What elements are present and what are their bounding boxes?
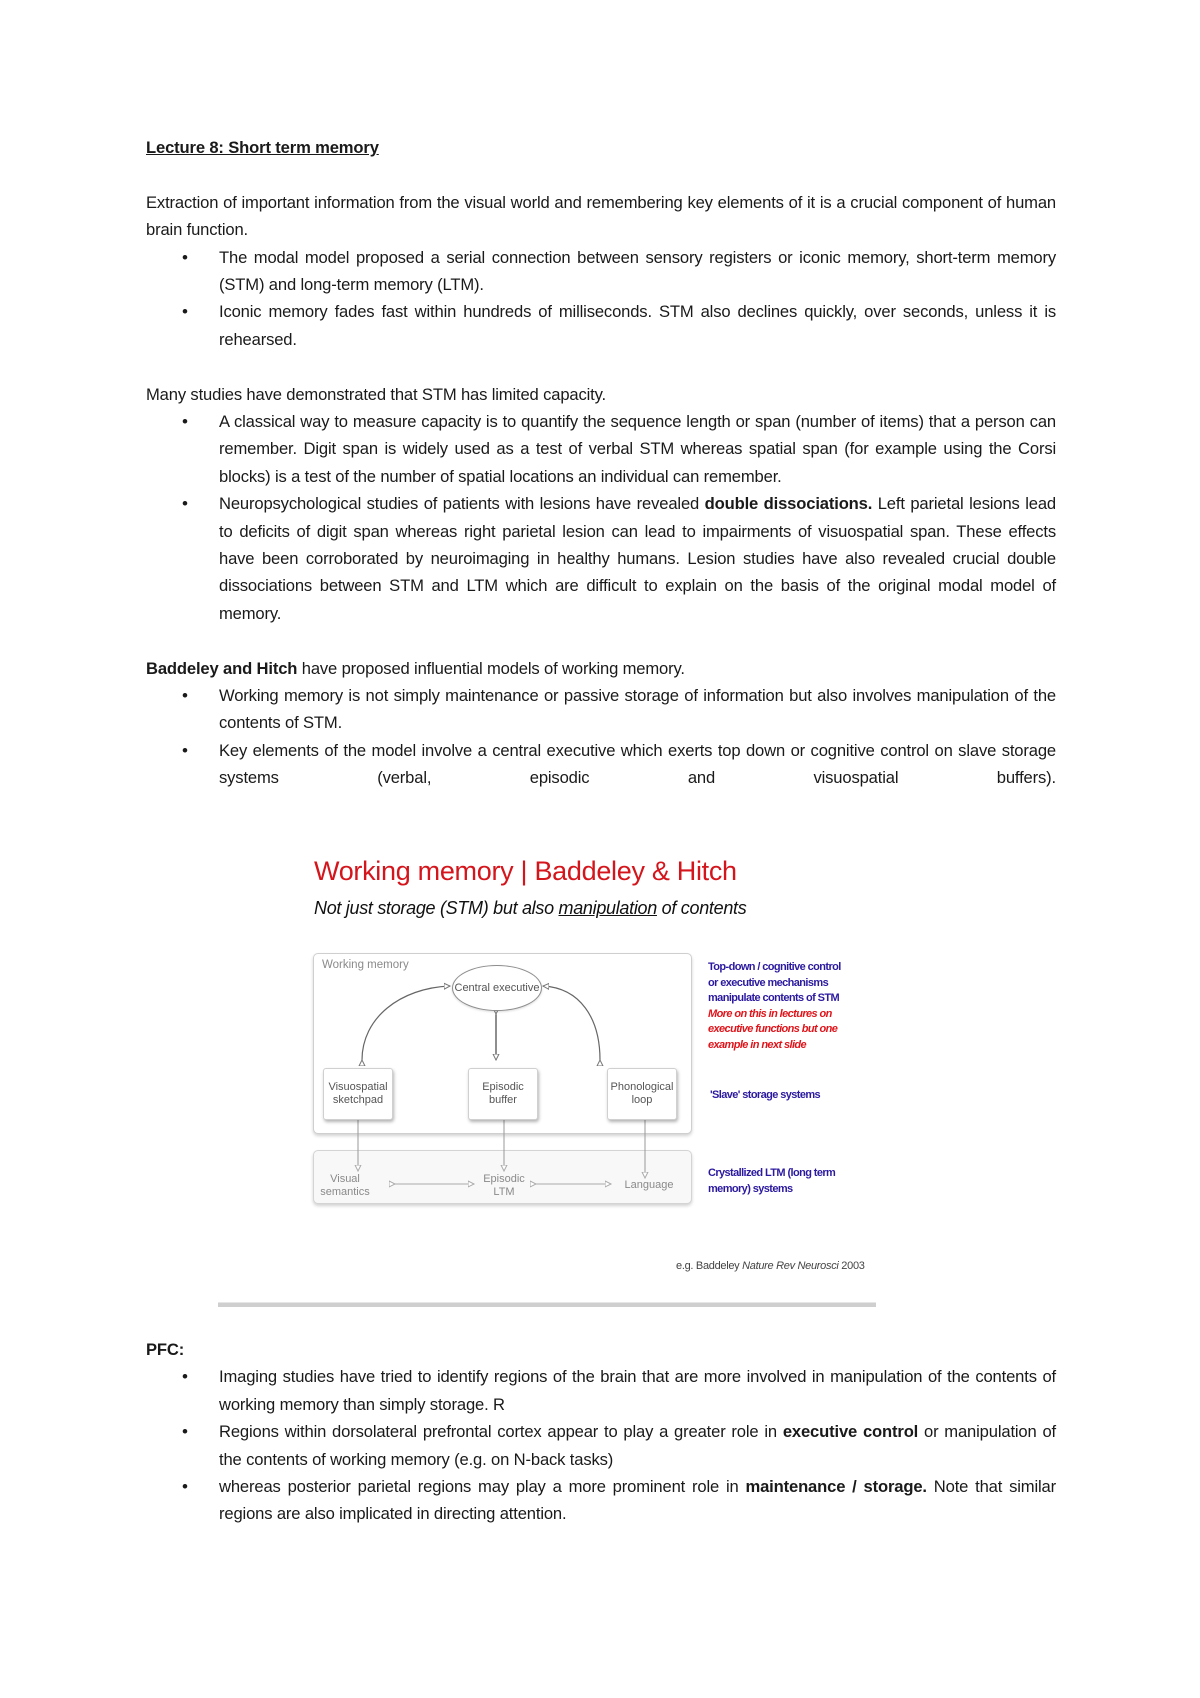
list-item (146, 490, 1056, 627)
list-item: • Iconic memory fades fast within hundreds of milliseconds. STM also declines quickly, over seconds, unless it is rehearsed. (146, 298, 1056, 353)
paragraph-baddeley (146, 655, 1056, 682)
ltm-note (708, 1166, 835, 1197)
bullet-list-working-memory (146, 682, 1056, 792)
note-line: Top-down / cognitive control (708, 961, 841, 973)
list-item: • Working memory is not simply maintenance or passive storage of information but also involves manipulation of the contents of STM. (146, 682, 1056, 737)
episodic-buffer-node: Episodic buffer (468, 1068, 538, 1120)
pfc-section (146, 1336, 1056, 1528)
visual-semantics-label: Visual semantics (320, 1173, 370, 1198)
bullet-list-modal-model (146, 244, 1056, 354)
text: Note that similar regions are also implicated in directing attention. (219, 1477, 1056, 1524)
connector-arrows-icon (300, 848, 900, 1278)
bold-term: maintenance / storage. (745, 1477, 927, 1497)
note-line: Crystallized LTM (long term (708, 1167, 836, 1179)
text: e.g. Baddeley (676, 1260, 743, 1272)
text: of contents (656, 898, 747, 918)
list-item: • Key elements of the model involve a central executive which exerts top down or cognitive control on slave storage systems (verbal, episodic and visuospatial buffers). (146, 737, 1056, 792)
divider (218, 1302, 876, 1307)
note-line: More on this in lectures on (708, 1007, 832, 1020)
section-heading-pfc: PFC: (146, 1340, 185, 1359)
text: Neuropsychological studies of patients with lesions have revealed (219, 494, 705, 514)
note-line: memory) systems (708, 1182, 793, 1195)
underlined-text: manipulation (558, 898, 657, 918)
list-item (146, 1473, 1056, 1528)
document-body (146, 134, 1056, 792)
figure-title: Working memory | Baddeley & Hitch (314, 856, 737, 886)
bullet-list-capacity (146, 408, 1056, 627)
working-memory-label: Working memory (322, 959, 409, 971)
text: whereas posterior parietal regions may play a more prominent role in (219, 1477, 746, 1497)
working-memory-figure (300, 848, 900, 1278)
note-line: 'Slave' storage systems (710, 1089, 821, 1101)
paragraph-capacity: Many studies have demonstrated that STM has limited capacity. (146, 384, 606, 404)
phonological-loop-node: Phonological loop (607, 1068, 677, 1120)
text: Left parietal lesions lead to deficits of digit span whereas right parietal lesion can lead to impairments of visuospatial span. These effects have been corroborated by neuroimaging in healthy humans. Lesion studies have also revealed crucial double dissociations between STM and LTM which are difficult to explain on the basis of the original modal model of memory. (219, 494, 1056, 623)
slave-systems-note (710, 1088, 820, 1104)
note-line: example in next slide (708, 1038, 807, 1051)
page-title: Lecture 8: Short term memory (146, 138, 379, 157)
paragraph-intro: Extraction of important information from the visual world and remembering key elements of it is a crucial component of human brain function. (146, 192, 1056, 240)
control-note (708, 960, 841, 1053)
bold-term: Baddeley and Hitch (146, 658, 298, 678)
list-item: • The modal model proposed a serial connection between sensory registers or iconic memory, short-term memory (STM) and long-term memory (LTM). (146, 244, 1056, 299)
text: Not just storage (STM) but also (314, 898, 559, 918)
text: have proposed influential models of working memory. (297, 658, 685, 678)
journal-name: Nature Rev Neurosci (742, 1260, 839, 1272)
visuospatial-sketchpad-node: Visuospatial sketchpad (323, 1068, 393, 1120)
note-line: executive functions but one (708, 1023, 838, 1035)
text: 2003 (838, 1260, 865, 1272)
central-executive-node: Central executive (452, 965, 542, 1011)
episodic-ltm-label: Episodic LTM (483, 1173, 525, 1198)
list-item: • A classical way to measure capacity is to quantify the sequence length or span (number of items) that a person can remember. Digit span is widely used as a test of verbal STM whereas spatial span (for example using the Corsi blocks) is a test of the number of spatial locations an individual can remember. (146, 408, 1056, 490)
bold-term: double dissociations. (704, 494, 873, 514)
text: Regions within dorsolateral prefrontal cortex appear to play a greater role in (219, 1422, 783, 1442)
note-line: manipulate contents of STM (708, 992, 840, 1004)
note-line: or executive mechanisms (708, 976, 829, 989)
text: or manipulation of the contents of working memory (e.g. on N-back tasks) (219, 1422, 1056, 1469)
list-item (146, 1418, 1056, 1473)
list-item: • Imaging studies have tried to identify regions of the brain that are more involved in manipulation of the contents of working memory than simply storage. R (146, 1363, 1056, 1418)
bold-term: executive control (782, 1422, 919, 1442)
figure-citation (676, 1260, 865, 1272)
language-label: Language (624, 1179, 674, 1191)
bullet-list-pfc (146, 1363, 1056, 1527)
